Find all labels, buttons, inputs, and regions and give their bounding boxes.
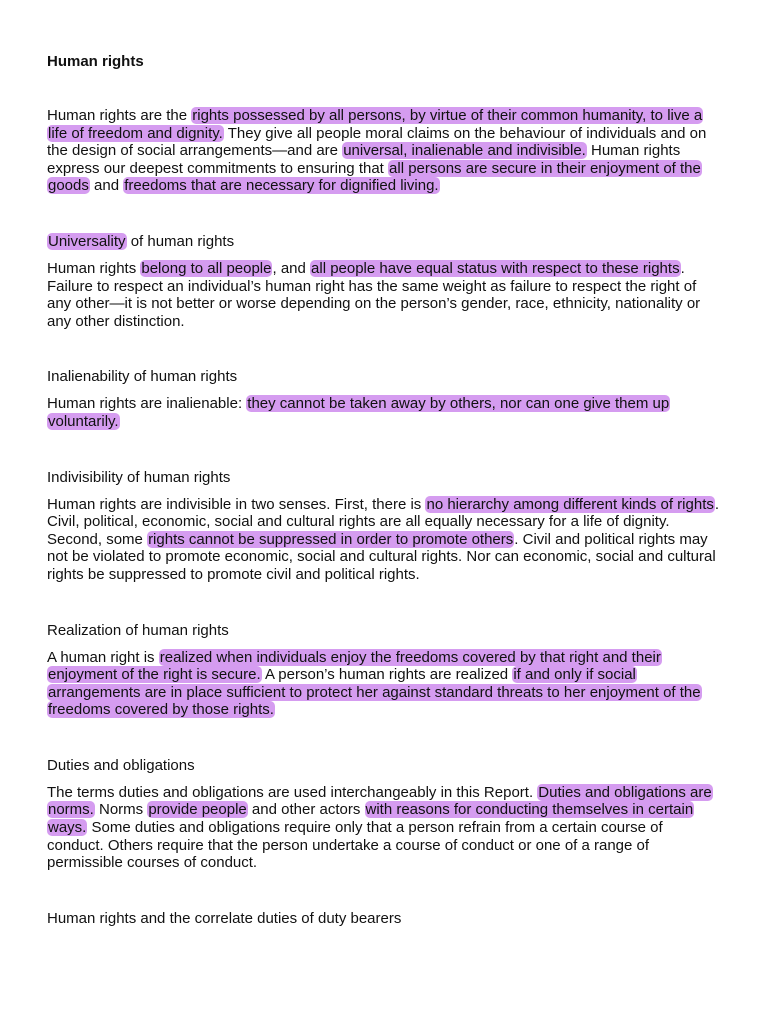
highlighted-text: all people have equal status with respect to these rights (311, 259, 680, 277)
text-run: The terms duties and obligations are used interchangeably in this Report. (47, 783, 538, 801)
section-heading (47, 756, 723, 776)
text-run: Human rights are indivisible in two senses. First, there is (47, 495, 426, 513)
text-run: Duties and obligations (47, 756, 195, 774)
highlighted-text: belong to all people (141, 259, 272, 277)
section-heading (47, 621, 723, 641)
section-heading (47, 232, 723, 252)
section-paragraph (47, 649, 723, 719)
text-run: A person’s human rights are realized (261, 666, 513, 684)
intro-section (47, 107, 723, 195)
text-run: . Failure to respect an individual’s human right has the same weight as failure to respect the right of any other—it is not better or worse depending on the person’s gender, race, ethnicity, nationality or any other distinction. (47, 259, 701, 330)
highlighted-text: Duties and obligations are norms. (48, 783, 712, 819)
section-paragraph (47, 395, 723, 430)
section-paragraph (47, 260, 723, 330)
highlighted-text: universal, inalienable and indivisible. (343, 142, 586, 160)
text-run: Some duties and obligations require only that a person refrain from a certain course of conduct. Others require that the person undertake a course of conduct or one of a range of permissible courses of conduct. (47, 819, 663, 872)
text-run: of human rights (126, 232, 235, 250)
highlighted-text: no hierarchy among different kinds of rights (426, 495, 714, 513)
sections-container (47, 232, 723, 929)
text-run: Inalienability of human rights (47, 368, 238, 386)
text-run: and (89, 177, 124, 195)
text-run: Human rights express our deepest commitments to ensuring that (47, 142, 681, 177)
section (47, 909, 723, 929)
text-run: . Civil, political, economic, social and cultural rights are all equally necessary for a life of dignity. Second, some (47, 495, 720, 548)
highlighted-text: rights possessed by all persons, by virtue of their common humanity, to live a life of freedom and dignity. (48, 107, 703, 142)
intro-paragraph (47, 107, 723, 195)
text-run: , and (272, 259, 311, 277)
text-run: Human rights (47, 259, 141, 277)
page-title: Human rights (47, 53, 144, 70)
text-run: Indivisibility of human rights (47, 468, 231, 486)
section-heading (47, 468, 723, 488)
section (47, 367, 723, 430)
section (47, 756, 723, 872)
section-heading (47, 367, 723, 387)
highlighted-text: freedoms that are necessary for dignified living. (124, 177, 439, 195)
text-run: Human rights are inalienable: (47, 395, 247, 413)
section (47, 621, 723, 719)
section-heading (47, 909, 723, 929)
text-run: A human right is (47, 648, 159, 666)
text-run: and other actors (247, 801, 365, 819)
text-run: They give all people moral claims on the behaviour of individuals and on the design of social arrangements—and are (47, 124, 707, 160)
highlighted-text: rights cannot be suppressed in order to promote others (148, 530, 514, 548)
highlighted-text: Universality (48, 232, 126, 250)
section (47, 468, 723, 584)
text-run: Human rights and the correlate duties of duty bearers (47, 909, 402, 927)
highlighted-text: realized when individuals enjoy the freedoms covered by that right and their enjoyment of the right is secure. (48, 648, 661, 684)
section-paragraph (47, 496, 723, 584)
highlighted-text: if and only if social arrangements are in place sufficient to protect her against standard threats to her enjoyment of the freedoms covered by those rights. (48, 666, 701, 719)
section (47, 232, 723, 330)
text-run: Human rights are the (47, 107, 192, 124)
highlighted-text: they cannot be taken away by others, nor can one give them up voluntarily. (48, 395, 670, 430)
text-run: . Civil and political rights may not be violated to promote economic, social and cultural rights. Nor can economic, social and cultural rights be suppressed to promote civil and political rights. (47, 530, 716, 583)
highlighted-text: all persons are secure in their enjoyment of the goods (48, 159, 701, 195)
document-page (47, 52, 723, 966)
text-run: Realization of human rights (47, 621, 229, 639)
highlighted-text: provide people (148, 801, 247, 819)
section-paragraph (47, 784, 723, 872)
text-run: Norms (94, 801, 148, 819)
highlighted-text: with reasons for conducting themselves in certain ways. (48, 801, 694, 837)
